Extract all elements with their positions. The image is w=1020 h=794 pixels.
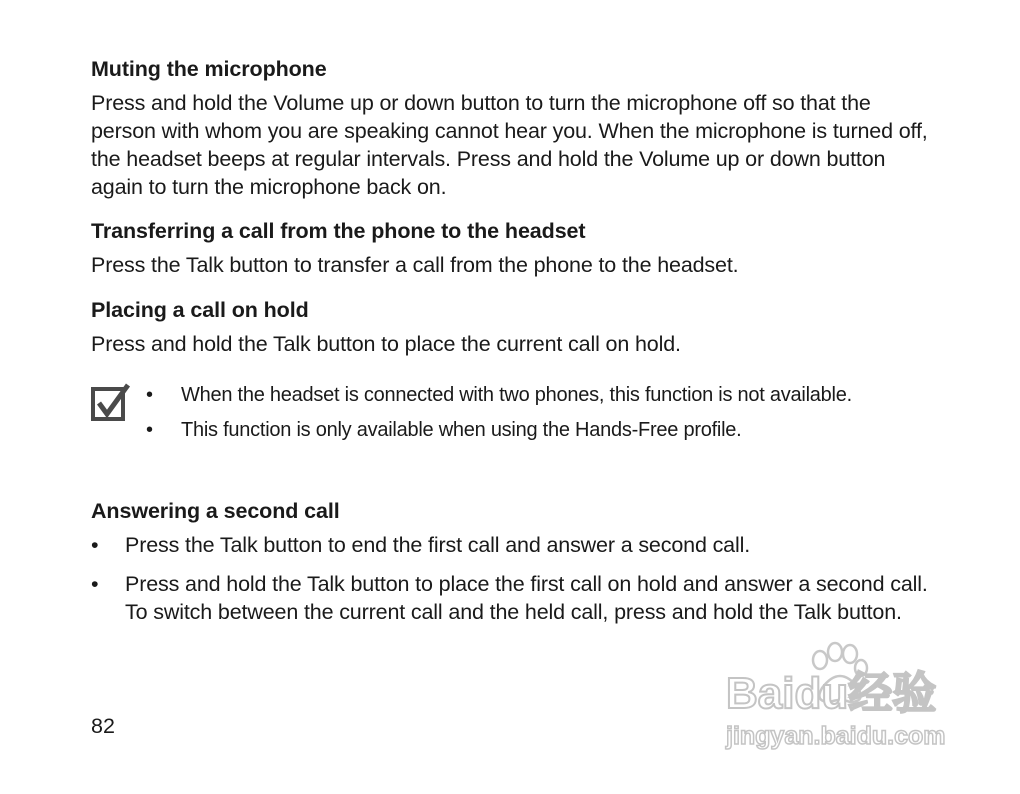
watermark-brand: Baidu经验 bbox=[726, 669, 937, 718]
note-item bbox=[146, 417, 906, 443]
bullet: • bbox=[146, 419, 153, 441]
list-item bbox=[91, 531, 941, 559]
section-placing-hold bbox=[91, 296, 941, 358]
bullet: • bbox=[91, 533, 99, 557]
section-answering-second-call bbox=[91, 497, 941, 637]
answering-list bbox=[91, 531, 941, 626]
bullet: • bbox=[91, 572, 99, 596]
list-item-text: Press the Talk button to end the first call and answer a second call. bbox=[125, 533, 751, 557]
section-body: Press and hold the Volume up or down button to turn the microphone off so that the person with whom you are speaking cannot hear you. When the microphone is turned off, the headset beeps at regular intervals. Press and hold the Volume up or down button again to turn the microphone back on. bbox=[91, 91, 928, 199]
section-muting-microphone bbox=[91, 55, 941, 201]
note-list bbox=[146, 382, 906, 452]
note-item bbox=[146, 382, 906, 408]
section-body: Press and hold the Talk button to place the current call on hold. bbox=[91, 332, 681, 356]
checkbox-check-icon bbox=[91, 383, 131, 423]
section-heading: Answering a second call bbox=[91, 499, 340, 523]
section-heading: Muting the microphone bbox=[91, 57, 327, 81]
list-item bbox=[91, 570, 941, 626]
section-body: Press the Talk button to transfer a call from the phone to the headset. bbox=[91, 253, 739, 277]
baidu-watermark bbox=[722, 640, 962, 755]
note-item-text: This function is only available when using the Hands-Free profile. bbox=[181, 419, 742, 441]
watermark-url: jingyan.baidu.com bbox=[726, 722, 946, 750]
note-item-text: When the headset is connected with two phones, this function is not available. bbox=[181, 384, 852, 406]
section-heading: Placing a call on hold bbox=[91, 298, 309, 322]
page-number: 82 bbox=[91, 714, 115, 738]
section-transferring-call bbox=[91, 217, 941, 279]
section-heading: Transferring a call from the phone to the headset bbox=[91, 219, 586, 243]
list-item-text: Press and hold the Talk button to place the first call on hold and answer a second call. To switch between the current call and the held call, press and hold the Talk button. bbox=[125, 572, 928, 624]
bullet: • bbox=[146, 384, 153, 406]
